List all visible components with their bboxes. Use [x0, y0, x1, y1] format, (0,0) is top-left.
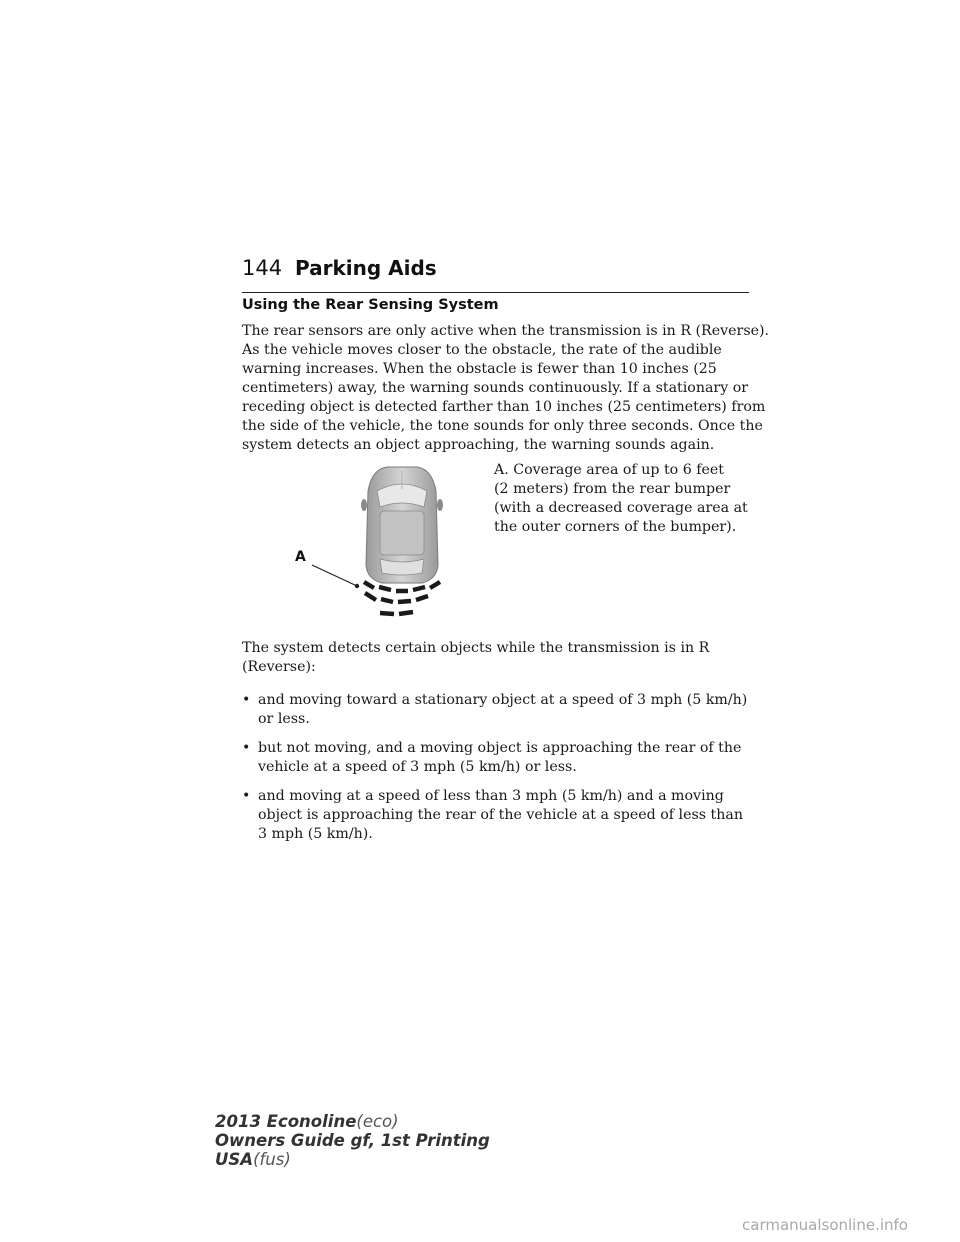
footer-market-code: (fus)	[253, 1150, 291, 1169]
document-footer	[215, 1112, 490, 1169]
bullet-icon: •	[242, 692, 251, 709]
bullet-icon: •	[242, 788, 251, 805]
intro-paragraph	[242, 322, 770, 455]
footer-model-code: (eco)	[356, 1112, 399, 1131]
list-item	[242, 787, 762, 844]
caption-line: (2 meters) from the rear bumper	[494, 481, 731, 497]
intro-line: receding object is detected farther than 10 inches (25 centimeters) from	[242, 399, 766, 415]
footer-edition: Owners Guide gf, 1st Printing	[215, 1131, 490, 1150]
intro-line: As the vehicle moves closer to the obstacle, the rate of the audible	[242, 342, 722, 358]
list-item-line: or less.	[258, 711, 310, 728]
footer-model: 2013 Econoline	[215, 1112, 357, 1131]
main-content	[242, 297, 770, 854]
caption-line: the outer corners of the bumper).	[494, 519, 737, 535]
footer-line	[215, 1112, 490, 1131]
rear-sensor-coverage-figure	[292, 461, 492, 631]
callout-label-a: A	[295, 549, 306, 565]
intro-line: warning increases. When the obstacle is fewer than 10 inches (25	[242, 361, 717, 377]
page-header	[242, 256, 749, 293]
detection-intro-paragraph	[242, 639, 762, 677]
figure-row	[242, 461, 762, 633]
footer-line	[215, 1150, 490, 1169]
section-title: Parking Aids	[295, 256, 437, 280]
list-item-line: object is approaching the rear of the vehicle at a speed of less than	[258, 807, 743, 824]
list-item-line: vehicle at a speed of 3 mph (5 km/h) or less.	[258, 759, 577, 776]
detection-intro-line: (Reverse):	[242, 659, 316, 675]
figure-caption	[494, 461, 764, 537]
intro-line: centimeters) away, the warning sounds continuously. If a stationary or	[242, 380, 749, 396]
detection-intro-line: The system detects certain objects while the transmission is in R	[242, 640, 710, 656]
intro-line: The rear sensors are only active when the transmission is in R (Reverse).	[242, 323, 770, 339]
caption-line: (with a decreased coverage area at	[494, 500, 748, 516]
list-item-line: 3 mph (5 km/h).	[258, 826, 373, 843]
intro-line: system detects an object approaching, the warning sounds again.	[242, 437, 715, 453]
footer-line	[215, 1131, 490, 1150]
callout-leader	[312, 565, 359, 588]
bullet-icon: •	[242, 740, 251, 757]
caption-line: A. Coverage area of up to 6 feet	[494, 462, 724, 478]
list-item-line: and moving toward a stationary object at a speed of 3 mph (5 km/h)	[258, 692, 748, 709]
sensor-coverage-zone-icon	[364, 582, 440, 614]
list-item	[242, 691, 762, 729]
footer-market: USA	[215, 1150, 254, 1169]
subheading: Using the Rear Sensing System	[242, 297, 499, 313]
list-item-line: but not moving, and a moving object is approaching the rear of the	[258, 740, 742, 757]
list-item	[242, 739, 762, 777]
intro-line: the side of the vehicle, the tone sounds for only three seconds. Once the	[242, 418, 763, 434]
list-item-line: and moving at a speed of less than 3 mph (5 km/h) and a moving	[258, 788, 724, 805]
vehicle-top-view-icon	[361, 467, 443, 583]
site-watermark: carmanualsonline.info	[742, 1216, 908, 1234]
condition-list	[242, 691, 762, 844]
page-number: 144	[242, 256, 283, 280]
